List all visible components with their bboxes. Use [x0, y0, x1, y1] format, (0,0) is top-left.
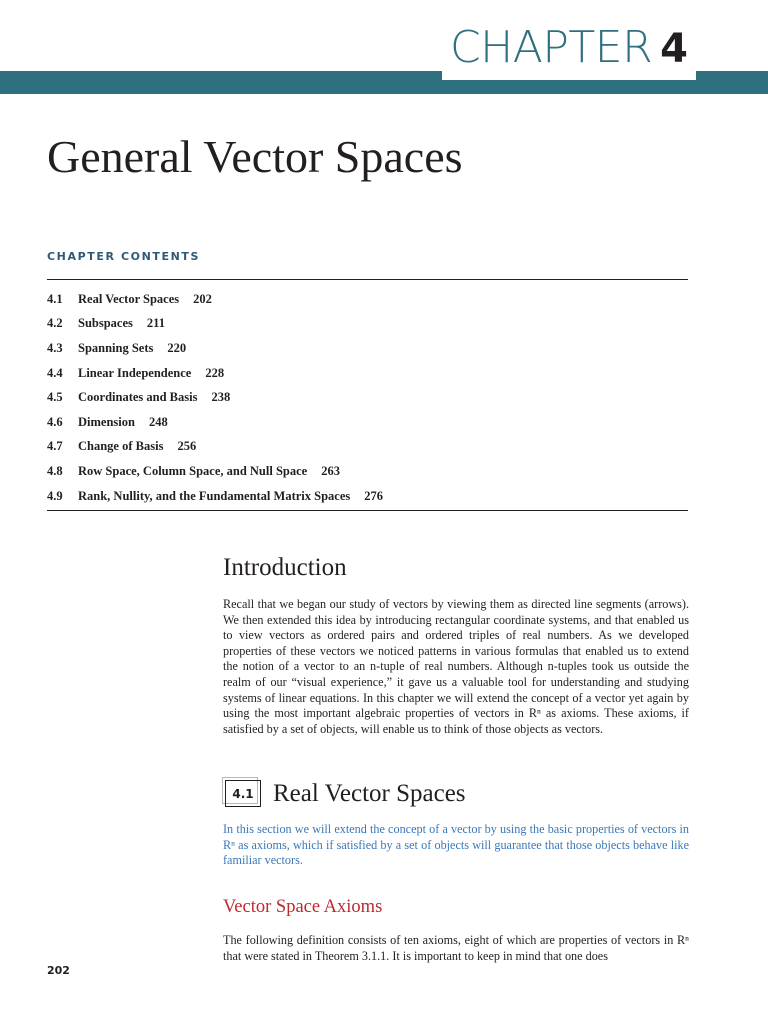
toc-number: 4.5 — [47, 390, 63, 405]
toc-row[interactable] — [47, 410, 688, 435]
toc-title: Spanning Sets — [78, 340, 154, 355]
contents-label: CHAPTER CONTENTS — [47, 250, 201, 263]
toc-number: 4.7 — [47, 439, 63, 454]
toc-title: Linear Independence — [78, 365, 192, 380]
toc-page: 256 — [177, 439, 197, 454]
introduction-heading: Introduction — [223, 554, 347, 581]
toc-row[interactable] — [47, 435, 688, 460]
toc-number: 4.1 — [47, 291, 63, 306]
section-summary: In this section we will extend the concept of a vector by using the basic properties of vectors in Rⁿ as axioms, which if satisfied by a set of objects will guarantee that those objects behave like familiar vectors. — [223, 822, 689, 868]
toc-title: Dimension — [78, 414, 135, 429]
table-of-contents — [47, 287, 688, 508]
toc-page: 263 — [321, 463, 340, 478]
toc-row[interactable] — [47, 361, 688, 386]
toc-title: Coordinates and Basis — [78, 390, 198, 405]
section-number-box: 4.1 — [225, 780, 261, 807]
subsection-heading: Vector Space Axioms — [223, 897, 383, 917]
toc-number: 4.3 — [47, 340, 63, 355]
chapter-number: 4 — [660, 26, 688, 72]
toc-number: 4.2 — [47, 316, 63, 331]
toc-page: 202 — [193, 291, 212, 306]
toc-row[interactable] — [47, 459, 688, 484]
toc-row[interactable] — [47, 484, 688, 509]
toc-page: 228 — [205, 365, 225, 380]
introduction-text: Recall that we began our study of vectors by viewing them as directed line segments (arrows). We then extended this idea by introducing rectangular coordinate systems, and that enabled us to view vectors as ordered pairs and ordered triples of real numbers. As we developed properties of these vectors we noticed patterns in various formulas that enabled us to extend the notion of a vector to an n-tuple of real numbers. Although n-tuples took us outside the realm of our “visual experience,” it gave us a valuable tool for understanding and studying systems of linear equations. In this chapter we will extend the concept of a vector yet again by using the most important algebraic properties of vectors in Rⁿ as axioms. These axioms, if satisfied by a set of objects, will enable us to think of those objects as vectors. — [223, 597, 689, 736]
toc-number: 4.8 — [47, 463, 63, 478]
toc-page: 220 — [167, 340, 187, 355]
section-heading: Real Vector Spaces — [273, 780, 466, 807]
toc-title: Change of Basis — [78, 439, 164, 454]
toc-page: 248 — [148, 414, 168, 429]
toc-number: 4.9 — [47, 488, 63, 503]
toc-title: Row Space, Column Space, and Null Space — [78, 463, 308, 478]
toc-row[interactable] — [47, 287, 688, 312]
toc-number: 4.4 — [47, 365, 63, 380]
toc-top-rule — [47, 279, 688, 280]
page-number: 202 — [47, 964, 70, 977]
toc-number: 4.6 — [47, 414, 63, 429]
chapter-heading — [442, 22, 696, 80]
toc-row[interactable] — [47, 336, 688, 361]
toc-title: Real Vector Spaces — [78, 291, 180, 306]
toc-row[interactable] — [47, 385, 688, 410]
toc-bottom-rule — [47, 510, 688, 511]
subsection-text: The following definition consists of ten axioms, eight of which are properties of vectors in Rⁿ that were stated in Theorem 3.1.1. It is important to keep in mind that one does — [223, 933, 689, 963]
toc-page: 211 — [146, 316, 165, 331]
chapter-word: CHAPTER — [449, 22, 653, 73]
chapter-title: General Vector Spaces — [47, 131, 463, 182]
toc-page: 238 — [211, 390, 231, 405]
toc-row[interactable] — [47, 312, 688, 337]
toc-title: Rank, Nullity, and the Fundamental Matrix Spaces — [78, 488, 351, 503]
toc-title: Subspaces — [78, 316, 133, 331]
toc-page: 276 — [364, 488, 384, 503]
